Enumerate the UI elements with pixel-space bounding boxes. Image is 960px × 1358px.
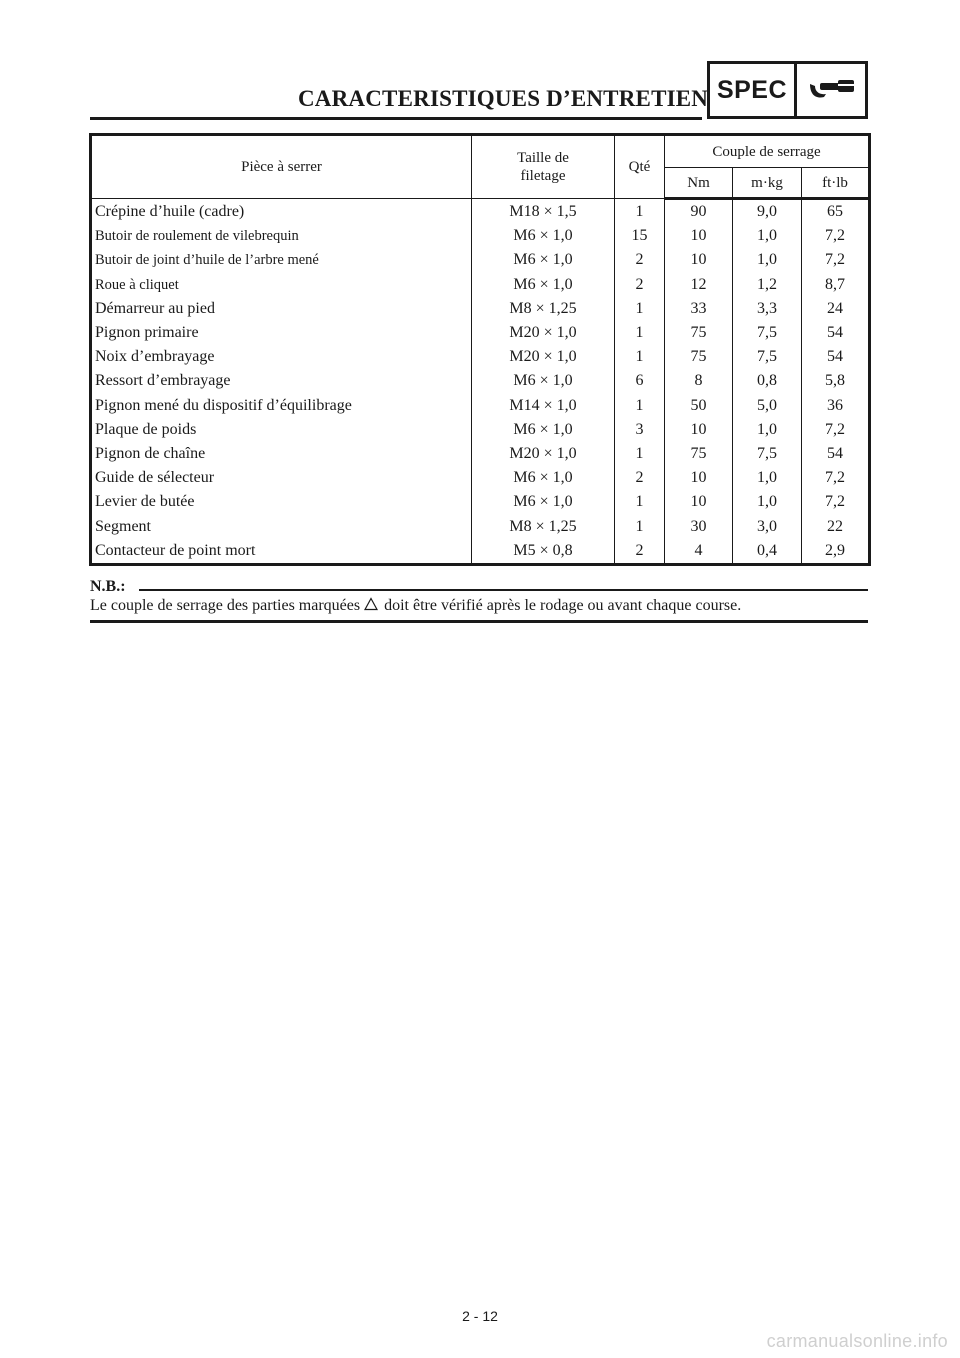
cell-nm: 50: [665, 394, 733, 418]
cell-thread: M6 × 1,0: [472, 369, 615, 393]
cell-part: Roue à cliquet: [91, 273, 472, 297]
cell-nm: 12: [665, 273, 733, 297]
page-title: CARACTERISTIQUES D’ENTRETIEN: [298, 86, 709, 111]
cell-thread: M8 × 1,25: [472, 297, 615, 321]
cell-part: Plaque de poids: [91, 418, 472, 442]
cell-qty: 1: [615, 394, 665, 418]
table-row: [91, 321, 870, 345]
cell-qty: 15: [615, 224, 665, 248]
header-torque: Couple de serrage: [665, 135, 870, 168]
page-number: 2 - 12: [462, 1308, 498, 1324]
cell-part: Ressort d’embrayage: [91, 369, 472, 393]
cell-mkg: 9,0: [733, 199, 802, 225]
table-row: [91, 466, 870, 490]
cell-thread: M6 × 1,0: [472, 490, 615, 514]
cell-nm: 33: [665, 297, 733, 321]
cell-mkg: 0,8: [733, 369, 802, 393]
table-row: [91, 442, 870, 466]
wrench-icon: [797, 64, 865, 116]
table-row: [91, 248, 870, 272]
note-rule-bottom: [90, 620, 868, 623]
cell-mkg: 1,0: [733, 248, 802, 272]
cell-mkg: 1,0: [733, 418, 802, 442]
cell-nm: 75: [665, 321, 733, 345]
cell-qty: 2: [615, 539, 665, 565]
cell-qty: 1: [615, 514, 665, 538]
cell-part: Segment: [91, 514, 472, 538]
cell-part: Butoir de joint d’huile de l’arbre mené: [91, 248, 472, 272]
cell-ftlb: 7,2: [802, 248, 870, 272]
cell-nm: 10: [665, 490, 733, 514]
cell-qty: 1: [615, 199, 665, 225]
cell-ftlb: 65: [802, 199, 870, 225]
cell-ftlb: 8,7: [802, 273, 870, 297]
cell-mkg: 1,0: [733, 466, 802, 490]
note-label: N.B.:: [90, 578, 126, 595]
cell-part: Contacteur de point mort: [91, 539, 472, 565]
cell-qty: 1: [615, 442, 665, 466]
cell-thread: M8 × 1,25: [472, 514, 615, 538]
cell-nm: 90: [665, 199, 733, 225]
cell-qty: 1: [615, 297, 665, 321]
cell-nm: 30: [665, 514, 733, 538]
cell-qty: 6: [615, 369, 665, 393]
cell-mkg: 7,5: [733, 345, 802, 369]
cell-part: Levier de butée: [91, 490, 472, 514]
cell-ftlb: 54: [802, 345, 870, 369]
header-ftlb: ft·lb: [802, 168, 870, 199]
header-qty: Qté: [615, 135, 665, 199]
table-row: [91, 490, 870, 514]
cell-mkg: 1,0: [733, 224, 802, 248]
cell-ftlb: 36: [802, 394, 870, 418]
triangle-icon: [364, 596, 378, 618]
cell-part: Pignon primaire: [91, 321, 472, 345]
cell-thread: M5 × 0,8: [472, 539, 615, 565]
cell-thread: M18 × 1,5: [472, 199, 615, 225]
cell-thread: M6 × 1,0: [472, 466, 615, 490]
cell-thread: M6 × 1,0: [472, 418, 615, 442]
table-row: [91, 297, 870, 321]
note-text: [90, 595, 741, 618]
cell-thread: M6 × 1,0: [472, 224, 615, 248]
table-row: [91, 514, 870, 538]
header-nm: Nm: [665, 168, 733, 199]
table-row: [91, 394, 870, 418]
cell-thread: M6 × 1,0: [472, 248, 615, 272]
cell-qty: 2: [615, 248, 665, 272]
cell-ftlb: 54: [802, 442, 870, 466]
table-row: [91, 539, 870, 565]
cell-ftlb: 7,2: [802, 418, 870, 442]
cell-mkg: 1,0: [733, 490, 802, 514]
cell-mkg: 3,3: [733, 297, 802, 321]
cell-part: Noix d’embrayage: [91, 345, 472, 369]
cell-ftlb: 24: [802, 297, 870, 321]
cell-thread: M20 × 1,0: [472, 345, 615, 369]
cell-nm: 75: [665, 345, 733, 369]
note-text-before: Le couple de serrage des parties marquées: [90, 597, 361, 614]
cell-part: Pignon de chaîne: [91, 442, 472, 466]
cell-qty: 1: [615, 321, 665, 345]
cell-ftlb: 7,2: [802, 490, 870, 514]
table-row: [91, 199, 870, 225]
cell-nm: 4: [665, 539, 733, 565]
cell-part: Crépine d’huile (cadre): [91, 199, 472, 225]
cell-nm: 10: [665, 224, 733, 248]
torque-table-body: [91, 199, 870, 565]
cell-ftlb: 7,2: [802, 224, 870, 248]
header-rule: [90, 117, 702, 120]
cell-qty: 3: [615, 418, 665, 442]
cell-mkg: 7,5: [733, 442, 802, 466]
cell-qty: 1: [615, 490, 665, 514]
table-row: [91, 418, 870, 442]
torque-table: [89, 133, 871, 566]
cell-nm: 75: [665, 442, 733, 466]
cell-nm: 8: [665, 369, 733, 393]
cell-nm: 10: [665, 418, 733, 442]
cell-nm: 10: [665, 466, 733, 490]
spec-label: SPEC: [710, 64, 797, 116]
cell-mkg: 3,0: [733, 514, 802, 538]
cell-mkg: 1,2: [733, 273, 802, 297]
cell-ftlb: 2,9: [802, 539, 870, 565]
cell-ftlb: 54: [802, 321, 870, 345]
spec-box: [707, 61, 868, 119]
note-text-after: doit être vérifié après le rodage ou avant chaque course.: [384, 597, 742, 614]
table-row: [91, 369, 870, 393]
table-row: [91, 273, 870, 297]
table-row: [91, 224, 870, 248]
cell-thread: M14 × 1,0: [472, 394, 615, 418]
cell-thread: M20 × 1,0: [472, 321, 615, 345]
cell-ftlb: 22: [802, 514, 870, 538]
cell-qty: 2: [615, 273, 665, 297]
header-part: Pièce à serrer: [91, 135, 472, 199]
cell-thread: M6 × 1,0: [472, 273, 615, 297]
table-row: [91, 345, 870, 369]
note-rule: [139, 589, 868, 591]
header-mkg: m·kg: [733, 168, 802, 199]
header-thread: Taille de filetage: [472, 135, 615, 199]
cell-part: Démarreur au pied: [91, 297, 472, 321]
cell-nm: 10: [665, 248, 733, 272]
cell-ftlb: 7,2: [802, 466, 870, 490]
cell-part: Pignon mené du dispositif d’équilibrage: [91, 394, 472, 418]
cell-mkg: 0,4: [733, 539, 802, 565]
cell-part: Guide de sélecteur: [91, 466, 472, 490]
cell-qty: 2: [615, 466, 665, 490]
cell-qty: 1: [615, 345, 665, 369]
cell-thread: M20 × 1,0: [472, 442, 615, 466]
cell-ftlb: 5,8: [802, 369, 870, 393]
watermark: carmanualsonline.info: [766, 1331, 948, 1351]
cell-part: Butoir de roulement de vilebrequin: [91, 224, 472, 248]
cell-mkg: 7,5: [733, 321, 802, 345]
cell-mkg: 5,0: [733, 394, 802, 418]
